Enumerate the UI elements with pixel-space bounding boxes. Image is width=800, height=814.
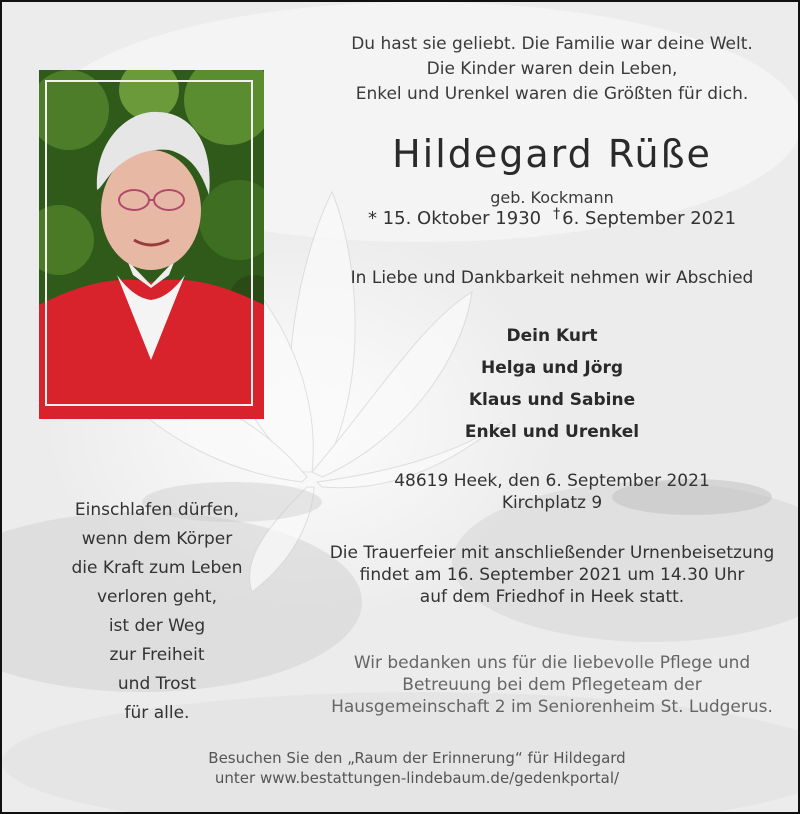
left-poem-line: zur Freiheit — [109, 645, 205, 665]
top-poem-line: Du hast sie geliebt. Die Familie war deine Welt. — [351, 34, 753, 54]
mourner: Enkel und Urenkel — [464, 422, 640, 442]
thanks-line: Betreuung bei dem Pflegeteam der — [402, 675, 702, 695]
funeral-service-info — [302, 542, 800, 608]
mourner: Helga und Jörg — [481, 358, 623, 378]
top-poem — [302, 32, 800, 107]
birth-name: geb. Kockmann — [490, 188, 614, 207]
thanks-note — [302, 652, 800, 718]
death-date: 6. September 2021 — [562, 208, 737, 229]
memorial-portal-note — [152, 748, 682, 788]
left-poem-line: für alle. — [124, 703, 190, 723]
cross-icon: † — [553, 206, 561, 222]
service-line: findet am 16. September 2021 um 14.30 Uhr — [359, 565, 745, 585]
mourner: Klaus und Sabine — [468, 390, 636, 410]
left-poem-line: die Kraft zum Leben — [71, 558, 243, 578]
left-poem-line: Einschlafen dürfen, — [74, 500, 240, 520]
deceased-name: Hildegard Rüße — [392, 132, 712, 176]
service-line: auf dem Friedhof in Heek statt. — [419, 587, 685, 607]
photo-frame — [45, 80, 253, 406]
footer-line: Besuchen Sie den „Raum der Erinnerung“ für Hildegard — [208, 749, 626, 767]
thanks-line: Hausgemeinschaft 2 im Seniorenheim St. Ludgerus. — [331, 697, 773, 717]
farewell-line: In Liebe und Dankbarkeit nehmen wir Abschied — [350, 268, 754, 288]
address-line: Kirchplatz 9 — [501, 493, 603, 513]
mourner: Dein Kurt — [506, 326, 598, 346]
left-poem-line: und Trost — [117, 674, 197, 694]
left-poem — [52, 496, 262, 728]
birth-date: * 15. Oktober 1930 — [367, 208, 542, 229]
footer-link[interactable]: unter www.bestattungen-lindebaum.de/gedenkportal/ — [214, 769, 620, 787]
top-poem-line: Enkel und Urenkel waren die Größten für dich. — [355, 84, 749, 104]
left-poem-line: wenn dem Körper — [81, 529, 233, 549]
top-poem-line: Die Kinder waren dein Leben, — [426, 59, 678, 79]
thanks-line: Wir bedanken uns für die liebevolle Pflege und — [353, 653, 751, 673]
place-date-line: 48619 Heek, den 6. September 2021 — [394, 471, 710, 491]
life-dates — [302, 208, 800, 229]
service-line: Die Trauerfeier mit anschließender Urnenbeisetzung — [329, 543, 775, 563]
mourners-list — [302, 320, 800, 448]
left-poem-line: verloren geht, — [97, 587, 217, 607]
place-and-date — [302, 470, 800, 514]
portrait-photo — [39, 70, 264, 419]
left-poem-line: ist der Weg — [108, 616, 206, 636]
